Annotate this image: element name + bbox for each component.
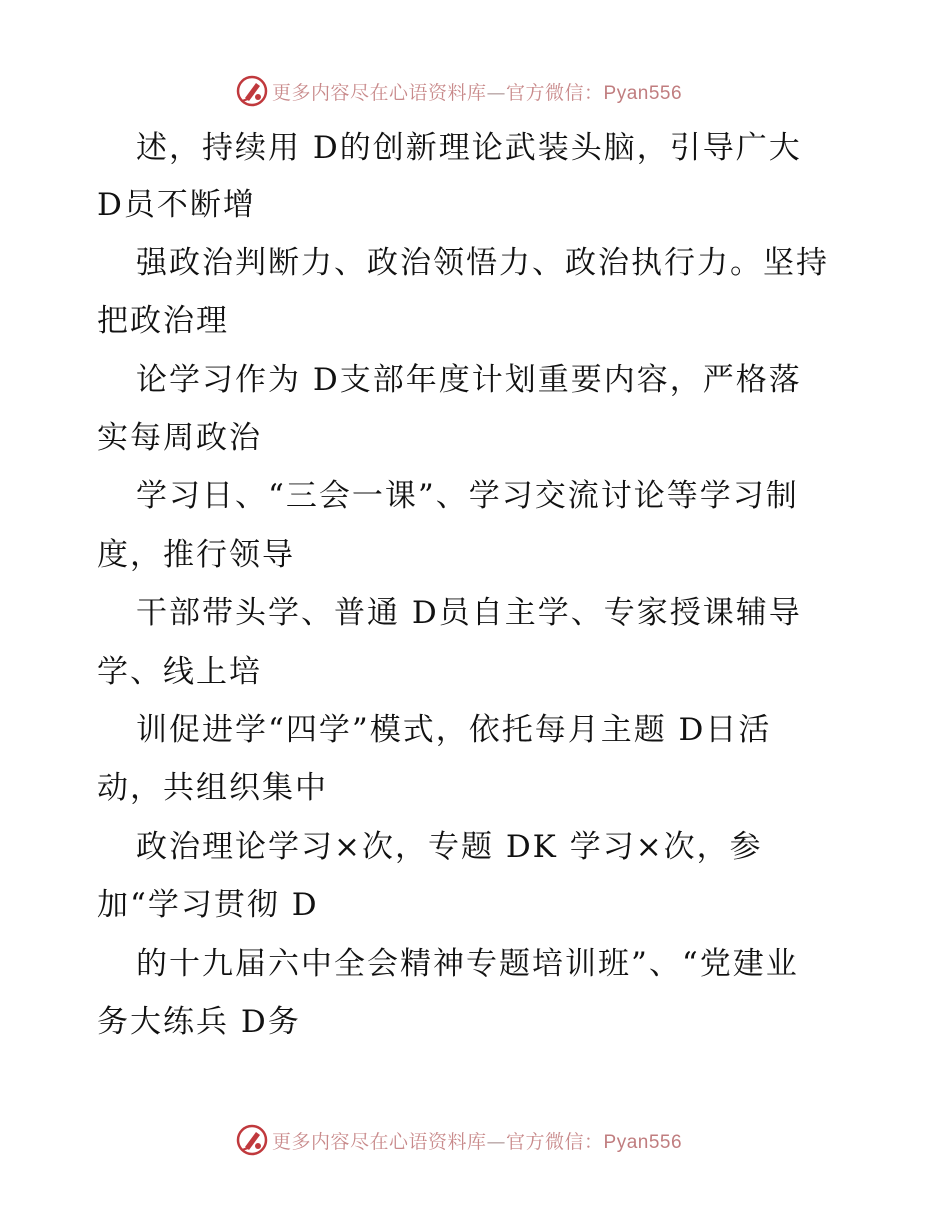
watermark-account: Pyan556: [603, 1131, 683, 1153]
text-line: 把政治理: [97, 303, 229, 339]
text-line: 动，共组织集中: [97, 770, 328, 806]
text-line: 的十九届六中全会精神专题培训班”、“党建业: [136, 946, 799, 982]
text-line: 实每周政治: [97, 420, 262, 456]
text-line: 训促进学“四学”模式，依托每月主题 D日活: [136, 712, 772, 748]
text-line: 务大练兵 D务: [97, 1004, 301, 1040]
watermark-account: Pyan556: [603, 82, 683, 104]
text-line: 学、线上培: [97, 654, 262, 690]
watermark-separator: —: [486, 81, 507, 104]
logo-icon: [236, 1124, 268, 1156]
watermark-label: 官方微信：: [506, 1130, 604, 1153]
text-line: 度，推行领导: [97, 537, 295, 573]
watermark-site: 更多内容尽在心语资料库: [272, 81, 487, 104]
watermark-separator: —: [486, 1130, 507, 1153]
text-line: 学习日、“三会一课”、学习交流讨论等学习制: [136, 478, 799, 514]
footer-watermark: [236, 1123, 682, 1157]
watermark-label: 官方微信：: [506, 81, 604, 104]
text-line: 论学习作为 D支部年度计划重要内容，严格落: [136, 362, 802, 398]
watermark-text: [272, 1127, 682, 1154]
text-line: 干部带头学、普通 D员自主学、专家授课辅导: [136, 595, 802, 631]
watermark-site: 更多内容尽在心语资料库: [272, 1130, 487, 1153]
text-line: D员不断增: [97, 187, 256, 223]
text-line: 述，持续用 D的创新理论武装头脑，引导广大: [136, 130, 802, 166]
text-line: 政治理论学习×次，专题 DK 学习×次，参: [136, 829, 763, 865]
text-line: 加“学习贯彻 D: [97, 887, 319, 923]
text-line: 强政治判断力、政治领悟力、政治执行力。坚持: [136, 245, 829, 281]
